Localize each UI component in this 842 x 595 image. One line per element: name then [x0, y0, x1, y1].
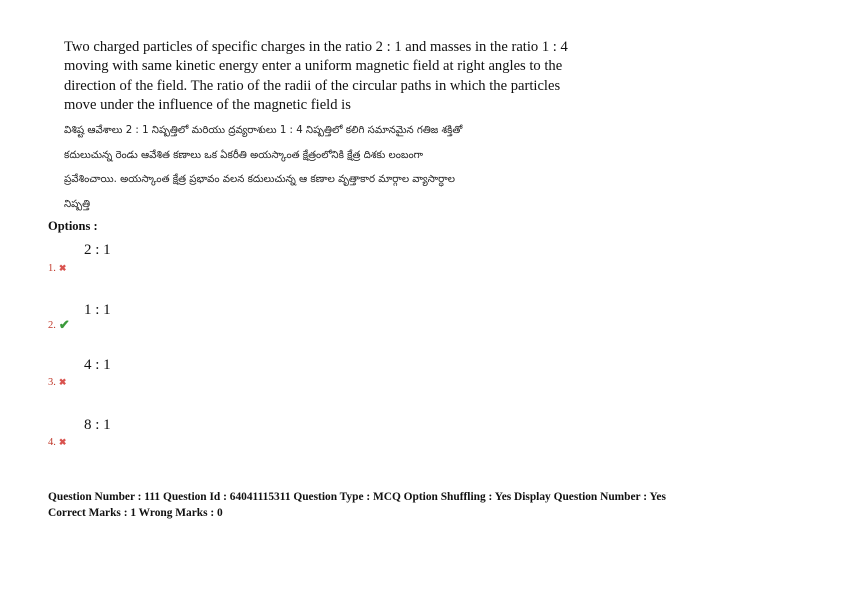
checkmark-icon: ✔	[58, 317, 70, 332]
option-number-label: 1.	[48, 263, 56, 274]
option-number-label: 4.	[48, 437, 56, 448]
option-3-text: 4 : 1	[84, 357, 111, 373]
cross-icon: ✖	[58, 437, 67, 447]
cross-icon: ✖	[58, 377, 67, 387]
question-text-english: Two charged particles of specific charges in the ratio 2 : 1 and masses in the ratio 1 : 4 moving with same kinetic energy enter a uniform magnetic field at right angles to the direction of the field. The ratio of the radii of the circular paths in which the particles move under the influence of the magnetic field is	[64, 39, 568, 113]
option-3-number	[48, 377, 66, 388]
option-number-label: 3.	[48, 377, 56, 388]
question-info-line: Question Number : 111 Question Id : 64041115311 Question Type : MCQ Option Shuffling : Yes Display Question Number : Yes	[48, 491, 666, 503]
marks-info-line: Correct Marks : 1 Wrong Marks : 0	[48, 507, 223, 519]
option-4-text: 8 : 1	[84, 417, 111, 433]
telugu-line: ప్రవేశించాయి. అయస్కాంత క్షేత్ర ప్రభావం వలన కదులుచున్న ఆ కణాల వృత్తాకార మార్గాల వ్యాసార్ధాల	[64, 174, 455, 186]
telugu-line: విశిష్ట ఆవేశాలు 2 : 1 నిష్పత్తిలో మరియు ద్రవ్యరాశులు 1 : 4 నిష్పత్తిలో కలిగి సమానమైన గతిజ శక్తితో	[64, 125, 463, 136]
cross-icon: ✖	[58, 263, 67, 273]
option-1-text: 2 : 1	[84, 242, 111, 258]
option-4-number	[48, 437, 66, 448]
option-number-label: 2.	[48, 319, 56, 331]
question-text-telugu	[64, 119, 594, 217]
option-2-number	[48, 317, 70, 333]
option-1-number	[48, 263, 66, 274]
telugu-line: నిష్పత్తి	[64, 198, 91, 210]
option-2-text: 1 : 1	[84, 302, 111, 318]
telugu-line: కదులుచున్న రెండు ఆవేశిత కణాలు ఒక ఏకరీతి అయస్కాంత క్షేత్రంలోనికి క్షేత్ర దిశకు లంబంగా	[64, 149, 424, 161]
options-label: Options :	[48, 219, 98, 233]
question-metadata	[48, 489, 666, 521]
